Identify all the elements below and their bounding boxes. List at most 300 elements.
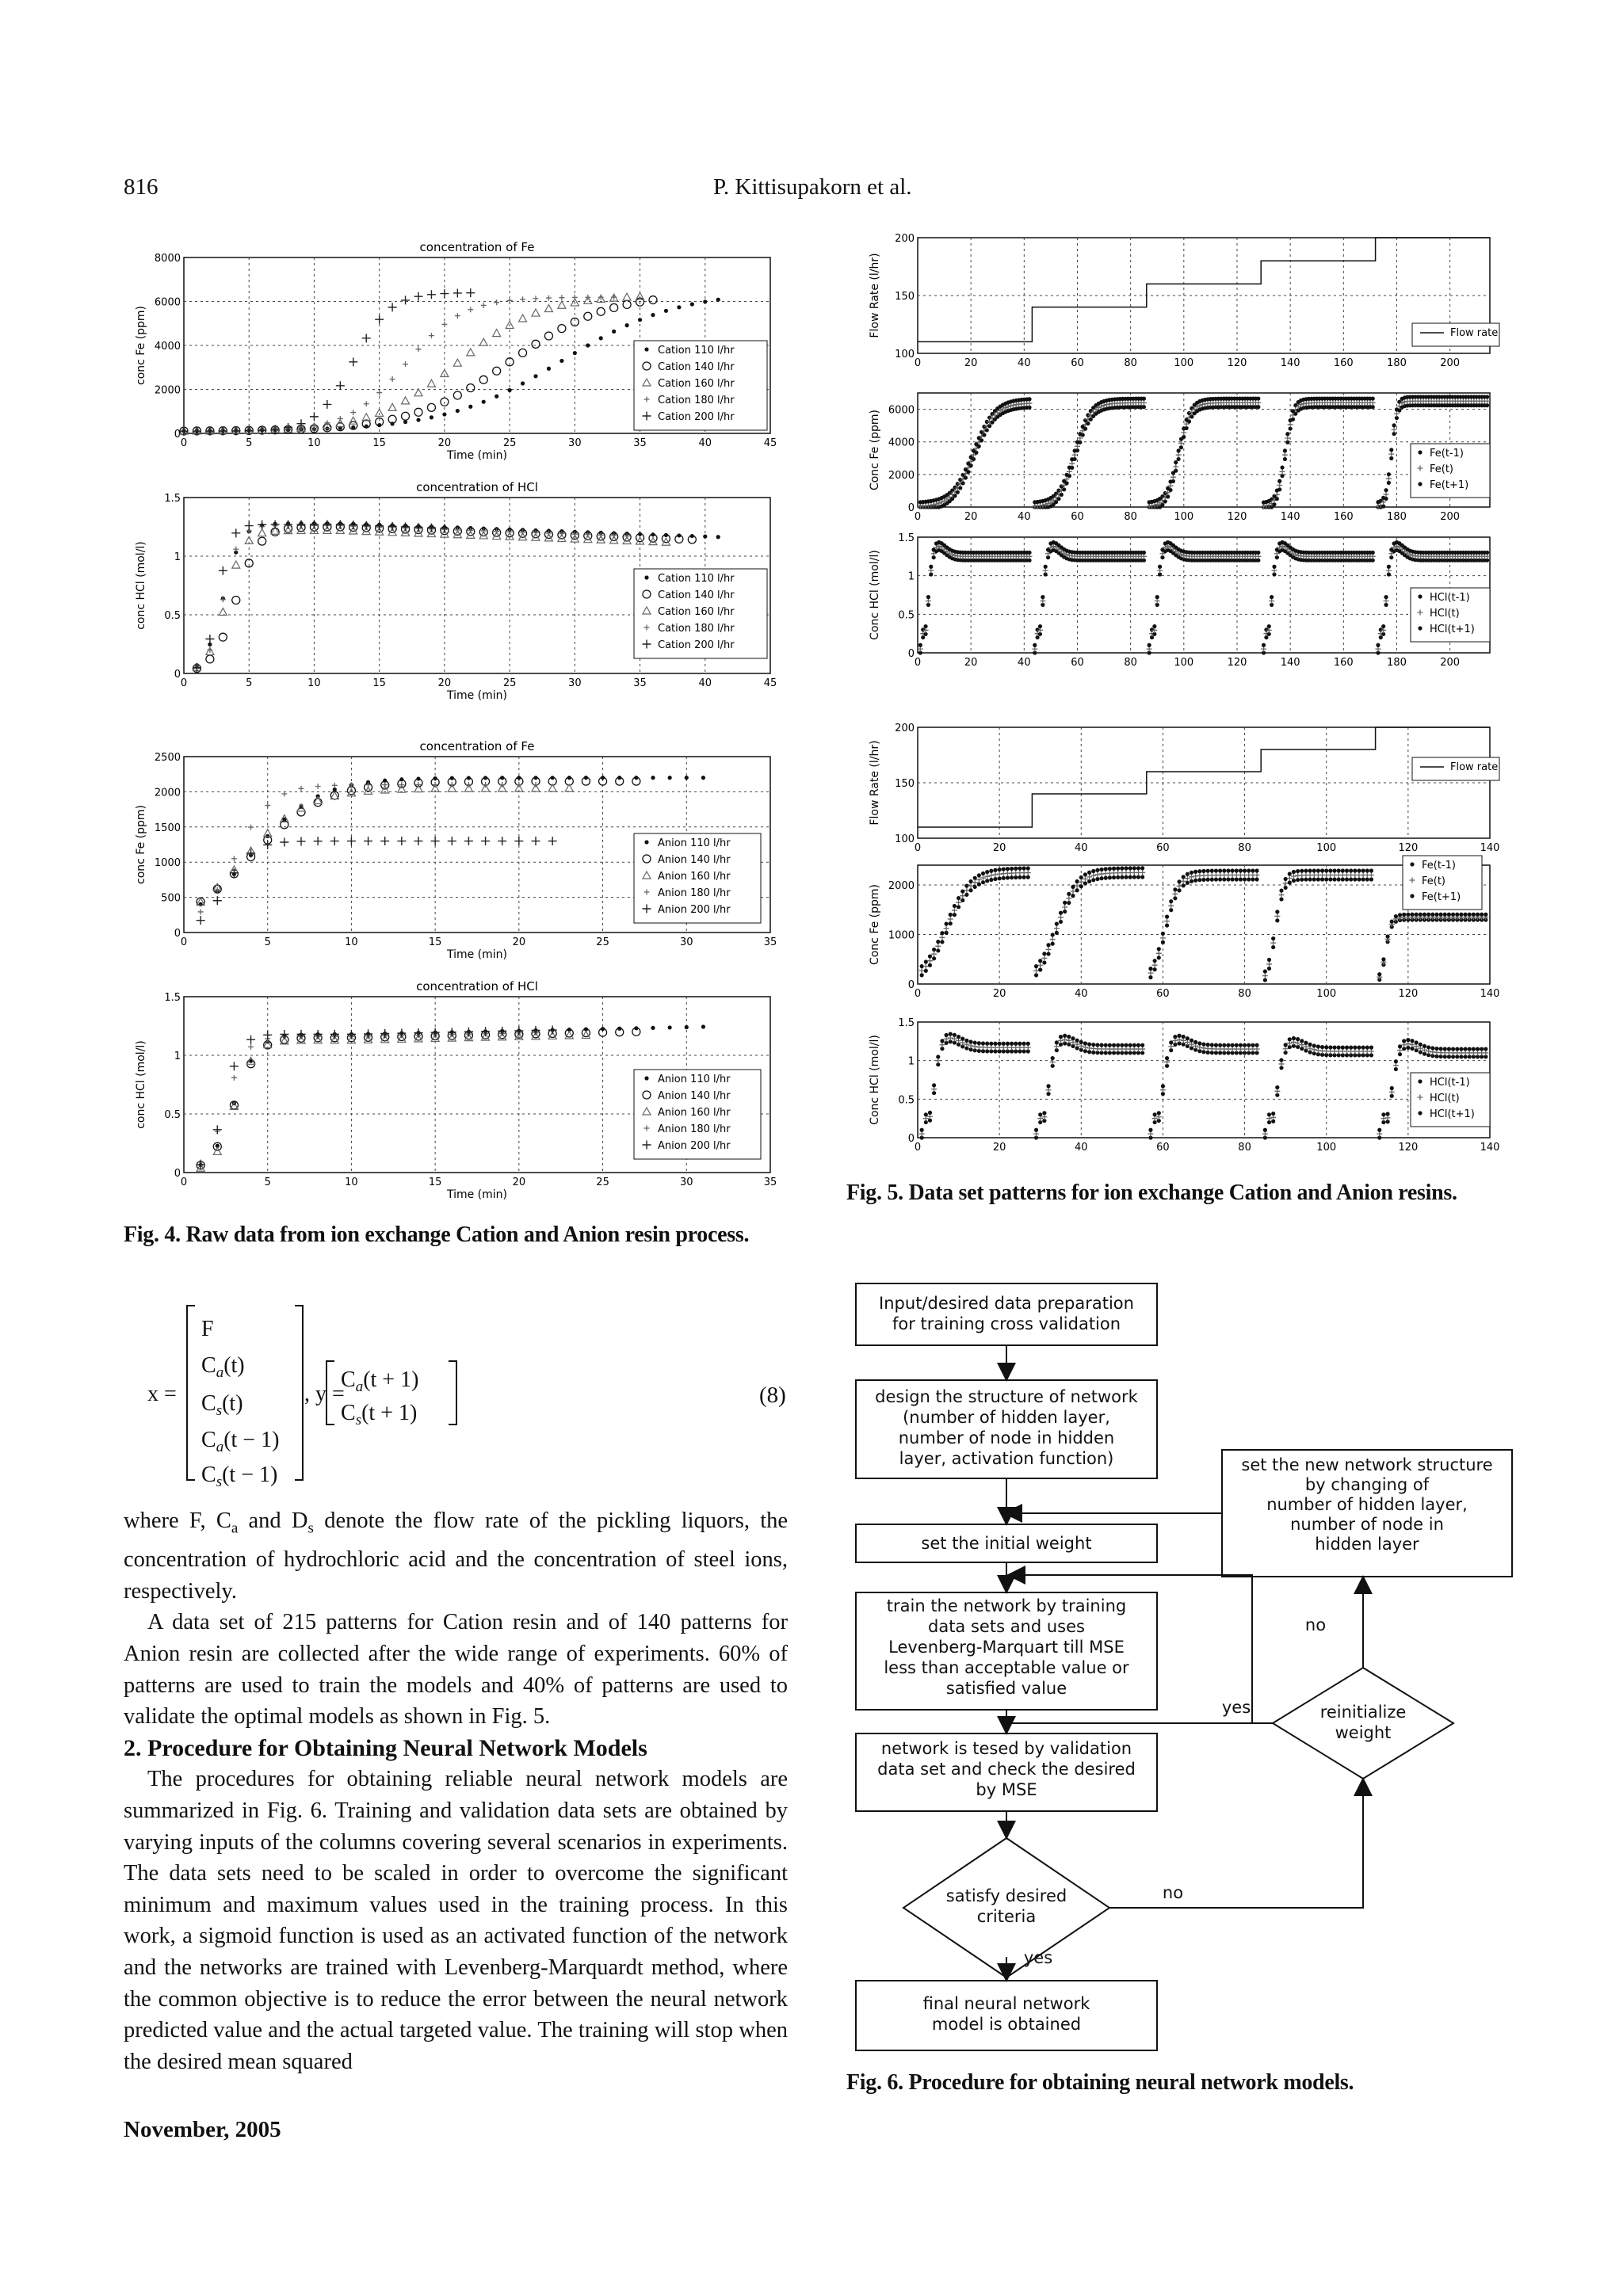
legend-label: Anion 180 l/hr: [658, 887, 731, 899]
data-point: [1051, 942, 1055, 946]
data-point: [1328, 1045, 1332, 1049]
data-point: [1361, 1046, 1365, 1050]
tick-label-y: 1000: [154, 857, 181, 870]
data-point: [1472, 1047, 1476, 1051]
tick-label-y: 2000: [888, 469, 915, 482]
data-point: [1267, 1112, 1271, 1116]
tick-label-y: 4000: [154, 341, 181, 353]
data-point: [953, 486, 957, 490]
data-point: [1038, 967, 1042, 971]
svg-text:Ca(t + 1): $C_a(t + 1)$: [341, 1367, 419, 1395]
tick-label-y: 1.5: [164, 992, 181, 1004]
data-point: [668, 1025, 672, 1029]
data-point: [1345, 877, 1349, 881]
tick-label-x: 60: [1156, 842, 1170, 854]
data-point: [1190, 406, 1193, 410]
data-point: [1120, 875, 1124, 879]
data-point: [1332, 1045, 1336, 1049]
data-point: [521, 381, 525, 385]
data-point: [1067, 901, 1071, 905]
data-point: [677, 305, 681, 309]
data-point: [644, 1076, 648, 1080]
data-point: [1136, 866, 1140, 870]
data-point: [989, 869, 993, 873]
flow-text-design: design the structure of network: [875, 1387, 1138, 1406]
data-point: [1002, 1042, 1006, 1046]
data-point: [1108, 867, 1112, 871]
data-point: [1300, 869, 1304, 873]
data-point: [1095, 868, 1099, 872]
tick-label-x: 140: [1480, 988, 1500, 1000]
data-point: [1410, 862, 1414, 866]
plot-cation_fe: [135, 240, 777, 462]
flow-text-train: Levenberg-Marquart till MSE: [888, 1638, 1125, 1657]
tick-label-y: 0.5: [898, 1094, 915, 1107]
flow-text-validate: by MSE: [976, 1780, 1037, 1799]
tick-label-x: 25: [502, 437, 517, 449]
data-point: [1251, 868, 1254, 872]
data-point: [1206, 869, 1210, 873]
data-point: [1157, 955, 1161, 959]
legend-label: Cation 110 l/hr: [658, 573, 735, 585]
data-point: [1263, 1128, 1267, 1132]
legend-label: Fe(t): [1430, 463, 1454, 475]
data-point: [1381, 504, 1385, 508]
data-point: [1153, 967, 1157, 971]
data-point: [1153, 1112, 1157, 1116]
data-point: [1239, 868, 1243, 872]
data-point: [1285, 432, 1289, 436]
data-point: [1197, 869, 1201, 873]
data-point: [1132, 866, 1136, 870]
legend-label: Cation 180 l/hr: [658, 623, 735, 635]
data-point: [993, 868, 997, 872]
data-point: [1324, 877, 1328, 881]
plot-ylabel: Conc HCl (mol/l): [869, 550, 881, 640]
data-point: [1263, 969, 1267, 973]
tick-label-y: 0: [907, 648, 915, 660]
tick-label-x: 20: [512, 936, 526, 948]
tick-label-y: 1.5: [898, 1017, 915, 1029]
data-point: [953, 1033, 957, 1037]
data-point: [1108, 875, 1112, 879]
legend-label: Fe(t): [1422, 875, 1446, 887]
data-point: [1387, 472, 1391, 476]
data-point: [1231, 868, 1235, 872]
tick-label-x: 140: [1280, 657, 1300, 669]
data-point: [1304, 1041, 1308, 1045]
data-point: [1312, 1043, 1316, 1047]
data-point: [1480, 913, 1484, 917]
data-point: [928, 954, 932, 958]
data-point: [1091, 878, 1095, 882]
equation-number: (8): [759, 1383, 786, 1408]
data-point: [1235, 868, 1239, 872]
tick-label-x: 0: [914, 657, 922, 669]
data-point: [968, 1039, 972, 1043]
data-point: [1169, 908, 1173, 912]
data-point: [920, 973, 924, 977]
data-point: [989, 1042, 993, 1046]
flow-text-reinitialize: weight: [1335, 1723, 1392, 1742]
data-point: [1304, 868, 1308, 872]
data-point: [644, 840, 648, 844]
data-point: [1392, 432, 1396, 436]
data-point: [977, 873, 981, 877]
data-point: [638, 318, 642, 322]
data-point: [1247, 1043, 1251, 1047]
data-point: [1443, 913, 1447, 917]
data-point: [1415, 913, 1419, 917]
data-point: [1385, 934, 1389, 938]
data-point: [1476, 1047, 1480, 1051]
tick-label-x: 160: [1333, 657, 1354, 669]
tick-label-x: 160: [1333, 357, 1354, 369]
data-point: [1067, 892, 1071, 896]
data-point: [1124, 875, 1128, 879]
data-point: [1337, 868, 1341, 872]
data-point: [1430, 1046, 1434, 1050]
data-point: [1165, 923, 1169, 927]
section-heading: 2. Procedure for Obtaining Neural Network Models: [124, 1734, 647, 1761]
tick-label-x: 15: [372, 677, 386, 689]
tick-label-x: 0: [180, 936, 188, 948]
plot-anion_hcl: [135, 979, 777, 1201]
legend-label: Anion 200 l/hr: [658, 904, 731, 916]
data-point: [701, 1024, 705, 1028]
data-point: [1176, 448, 1180, 452]
legend-label: HCl(t+1): [1430, 624, 1475, 635]
tick-label-x: 5: [246, 677, 253, 689]
data-point: [1418, 450, 1422, 454]
data-point: [1371, 396, 1375, 400]
data-point: [625, 323, 629, 327]
data-point: [932, 948, 936, 952]
data-point: [982, 425, 986, 429]
data-point: [1132, 1043, 1136, 1047]
data-point: [1099, 1043, 1103, 1047]
tick-label-x: 40: [1075, 842, 1088, 854]
data-point: [1308, 877, 1312, 881]
data-point: [1091, 869, 1095, 873]
data-point: [1010, 875, 1014, 879]
plot-xlabel: Time (min): [446, 948, 508, 961]
data-point: [1132, 875, 1136, 879]
data-point: [1079, 884, 1083, 888]
tick-label-x: 200: [1440, 511, 1461, 523]
data-point: [960, 898, 964, 902]
data-point: [985, 1042, 989, 1046]
data-point: [1006, 875, 1010, 879]
data-point: [1002, 867, 1006, 871]
data-point: [981, 880, 985, 884]
tick-label-y: 8000: [154, 253, 181, 265]
data-point: [1320, 868, 1324, 872]
data-point: [1418, 482, 1422, 486]
data-point: [968, 888, 972, 892]
data-point: [1148, 1128, 1152, 1132]
data-point: [1284, 886, 1288, 890]
data-point: [1277, 479, 1281, 483]
data-point: [1027, 397, 1031, 401]
data-point: [1463, 913, 1467, 917]
tick-label-x: 20: [437, 677, 452, 689]
data-point: [1247, 868, 1251, 872]
data-point: [918, 643, 922, 647]
legend-label: Cation 200 l/hr: [658, 411, 735, 423]
data-point: [1271, 936, 1275, 940]
data-point: [1410, 894, 1414, 898]
data-point: [1235, 1043, 1239, 1047]
data-point: [1251, 1043, 1254, 1047]
data-point: [644, 347, 648, 351]
tick-label-y: 2000: [154, 787, 181, 799]
data-point: [651, 313, 655, 317]
data-point: [1463, 1047, 1467, 1051]
data-point: [1120, 866, 1124, 870]
data-point: [1201, 1042, 1205, 1046]
data-point: [1384, 595, 1388, 599]
data-point: [945, 921, 949, 925]
data-point: [1320, 1045, 1324, 1049]
tick-label-y: 6000: [888, 404, 915, 417]
data-point: [1042, 952, 1046, 955]
tick-label-x: 60: [1071, 511, 1084, 523]
tick-label-x: 10: [307, 437, 321, 449]
tick-label-y: 0.5: [898, 609, 915, 622]
tick-label-x: 15: [372, 437, 386, 449]
data-point: [1071, 1036, 1075, 1040]
data-point: [1095, 1043, 1099, 1047]
data-point: [664, 309, 668, 313]
data-point: [685, 1025, 689, 1029]
data-point: [1243, 1043, 1247, 1047]
legend-label: Anion 200 l/hr: [658, 1140, 731, 1152]
data-point: [1174, 460, 1178, 464]
tick-label-x: 120: [1227, 357, 1247, 369]
paragraph-1: where F, $C_a$ and $D_s$ denote the flow rate of the pickling liquors, the concentration of hydrochloric acid and the concentration of steel ions, respectively.: [124, 1508, 789, 1604]
tick-label-x: 20: [437, 437, 452, 449]
tick-label-x: 20: [512, 1177, 526, 1188]
data-point: [1142, 396, 1146, 400]
tick-label-x: 20: [992, 842, 1006, 854]
data-point: [1157, 1111, 1161, 1115]
data-point: [1027, 551, 1031, 555]
data-point: [1397, 408, 1401, 412]
data-point: [1165, 914, 1169, 918]
data-point: [1377, 1128, 1381, 1132]
tick-label-x: 25: [596, 1177, 609, 1188]
tick-label-x: 0: [914, 842, 922, 854]
data-point: [1406, 913, 1410, 917]
data-point: [1485, 551, 1489, 555]
data-point: [1288, 880, 1292, 884]
data-point: [923, 624, 927, 628]
data-point: [1406, 1038, 1410, 1042]
data-point: [1369, 877, 1373, 881]
flow-text-train: less than acceptable value or: [884, 1658, 1129, 1677]
legend-label: Anion 160 l/hr: [658, 871, 731, 883]
data-point: [1485, 403, 1489, 407]
data-point: [1063, 1034, 1067, 1038]
data-point: [1140, 875, 1144, 879]
data-point: [1300, 878, 1304, 882]
data-point: [1395, 416, 1399, 420]
data-point: [1328, 877, 1332, 881]
tick-label-x: 0: [180, 677, 188, 689]
flow-text-data-prep: Input/desired data preparation: [879, 1294, 1134, 1313]
plot-ylabel: conc HCl (mol/l): [135, 1040, 147, 1129]
data-point: [1371, 551, 1375, 555]
data-point: [547, 367, 551, 371]
data-point: [1312, 868, 1316, 872]
data-point: [1418, 594, 1422, 598]
data-point: [1288, 1037, 1292, 1041]
data-point: [1014, 867, 1018, 871]
data-point: [1033, 643, 1037, 647]
data-point: [1182, 883, 1186, 887]
tick-label-x: 60: [1071, 657, 1084, 669]
data-point: [1434, 913, 1438, 917]
data-point: [1157, 947, 1161, 951]
data-point: [1353, 1046, 1357, 1050]
tick-label-x: 140: [1280, 357, 1300, 369]
data-point: [926, 595, 930, 599]
data-point: [1142, 551, 1146, 555]
data-point: [1349, 1046, 1353, 1050]
data-point: [1063, 910, 1067, 913]
data-point: [1214, 1043, 1218, 1047]
plot-title: concentration of HCl: [416, 979, 538, 994]
legend-label: HCl(t-1): [1430, 1077, 1470, 1089]
data-point: [1128, 866, 1132, 870]
data-point: [957, 896, 960, 900]
tick-label-x: 80: [1124, 511, 1137, 523]
data-point: [1071, 894, 1075, 898]
paragraph-3: The procedures for obtaining reliable neural network models are summarized in Fig. 6. Training and validation data sets are obtained by varying inputs of the columns covering several scenarios in experiments. The data sets need to be scaled in order to overcome the significant minimum and maximum values used in the training process. In this work, a sigmoid function is used as an activated function of the network and the networks are trained with Levenberg-Marquardt method, where the common objective is to reduce the error between the neural network predicted value and the actual targeted value. The training will stop when the desired mean squared: [124, 1767, 788, 2074]
plot-ylabel: conc Fe (ppm): [135, 805, 147, 884]
tick-label-x: 30: [680, 1177, 693, 1188]
data-point: [1210, 869, 1214, 873]
data-point: [985, 870, 989, 874]
tick-label-x: 20: [964, 657, 978, 669]
data-point: [998, 868, 1002, 871]
tick-label-x: 60: [1156, 988, 1170, 1000]
data-point: [1218, 1043, 1222, 1047]
data-point: [1284, 877, 1288, 881]
tick-label-y: 0: [174, 928, 181, 940]
legend-label: Fe(t+1): [1422, 891, 1461, 903]
svg-text:Cs(t): $C_s(t)$: [201, 1391, 243, 1419]
data-point: [1022, 1042, 1025, 1046]
data-point: [1059, 1035, 1063, 1039]
data-point: [651, 776, 655, 780]
tick-label-x: 200: [1440, 357, 1461, 369]
data-point: [1083, 872, 1087, 876]
data-point: [1226, 877, 1230, 881]
fig4-caption: Fig. 4. Raw data from ion exchange Cation and Anion resin process.: [124, 1222, 750, 1247]
plot-ylabel: Conc Fe (ppm): [869, 409, 881, 491]
data-point: [1087, 871, 1091, 875]
svg-text:Cs(t + 1): $C_s(t + 1)$: [341, 1401, 418, 1428]
data-point: [1384, 497, 1388, 501]
tick-label-y: 1: [907, 1055, 915, 1068]
data-point: [1341, 868, 1345, 872]
legend-label: Anion 180 l/hr: [658, 1123, 731, 1135]
data-point: [1328, 868, 1332, 872]
data-point: [1218, 868, 1222, 872]
tick-label-x: 0: [180, 1177, 188, 1188]
data-point: [1459, 1047, 1463, 1051]
tick-label-x: 100: [1174, 657, 1194, 669]
flow-label-no-2: no: [1304, 1615, 1327, 1634]
data-point: [1038, 624, 1042, 628]
tick-label-x: 40: [1018, 511, 1031, 523]
data-point: [1116, 866, 1120, 870]
tick-label-x: 200: [1440, 657, 1461, 669]
data-point: [1201, 878, 1205, 882]
tick-label-x: 140: [1480, 1142, 1500, 1154]
data-point: [1418, 626, 1422, 630]
data-point: [1063, 901, 1067, 905]
data-point: [1332, 868, 1336, 872]
data-point: [1369, 1046, 1373, 1050]
data-point: [1128, 1043, 1132, 1047]
data-point: [936, 940, 940, 944]
data-point: [1006, 1042, 1010, 1046]
plot-title: concentration of Fe: [419, 240, 535, 254]
data-point: [929, 565, 933, 569]
data-point: [1214, 877, 1218, 881]
data-point: [1075, 888, 1079, 892]
data-point: [1116, 875, 1120, 879]
legend-label: Cation 110 l/hr: [658, 345, 735, 357]
data-point: [957, 1035, 960, 1039]
tick-label-x: 120: [1227, 657, 1247, 669]
data-point: [1083, 881, 1087, 885]
data-point: [1341, 877, 1345, 881]
data-point: [1055, 921, 1059, 925]
data-point: [1206, 1043, 1210, 1047]
tick-label-x: 25: [596, 936, 609, 948]
data-point: [1455, 913, 1459, 917]
data-point: [1345, 1046, 1349, 1050]
data-point: [1079, 1040, 1083, 1044]
data-point: [1046, 943, 1050, 947]
data-point: [1365, 1046, 1369, 1050]
legend-label: Anion 110 l/hr: [658, 1074, 731, 1085]
tick-label-y: 0: [907, 502, 915, 514]
data-point: [1451, 1047, 1455, 1051]
data-point: [1152, 624, 1156, 628]
data-point: [1010, 867, 1014, 871]
data-point: [1002, 876, 1006, 880]
data-point: [1190, 879, 1193, 883]
tick-label-y: 1: [907, 570, 915, 583]
data-point: [1419, 1043, 1423, 1047]
data-point: [1426, 913, 1430, 917]
data-point: [1059, 920, 1063, 924]
data-point: [1006, 867, 1010, 871]
data-point: [1288, 871, 1292, 875]
tick-label-y: 4000: [888, 437, 915, 449]
data-point: [1387, 481, 1391, 485]
tick-label-y: 0: [174, 429, 181, 441]
plot-a_fe: [869, 856, 1499, 1000]
tick-label-x: 60: [1156, 1142, 1170, 1154]
data-point: [1046, 952, 1050, 955]
data-point: [953, 904, 957, 908]
